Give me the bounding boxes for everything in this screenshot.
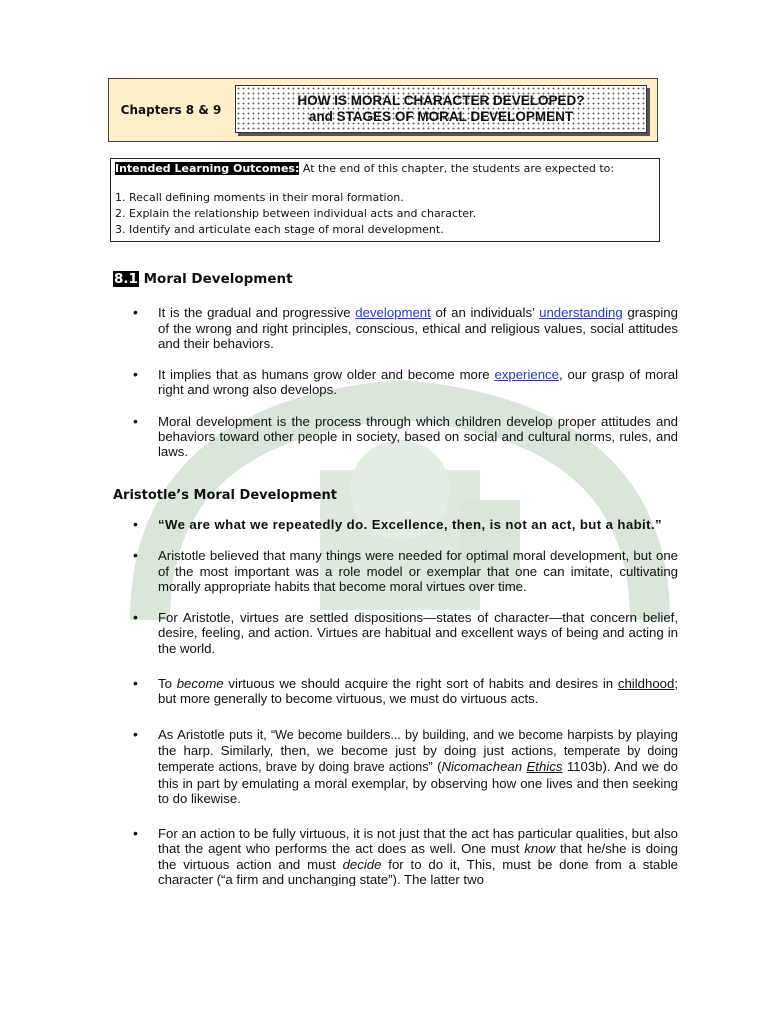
understanding-link[interactable]: understanding (539, 305, 623, 321)
document-body (113, 272, 678, 902)
list-item: • Aristotle believed that many things were needed for optimal moral development, but one of the most important was a role model or exemplar that one can imitate, cultivating morally appropriate habits that become moral virtues over time. (113, 548, 678, 594)
list-item: • It implies that as humans grow older and become more experience, our grasp of moral right and wrong also develops. (113, 367, 678, 398)
development-link[interactable]: development (355, 305, 431, 321)
moral-development-list (113, 305, 678, 459)
chapter-header (108, 78, 658, 142)
experience-link[interactable]: experience (494, 367, 559, 383)
learning-outcomes-box (110, 158, 660, 242)
aristotle-list (113, 517, 678, 886)
outcomes-label: Intended Learning Outcomes: (115, 162, 300, 175)
section-heading-moral-development: 8.1 Moral Development (114, 271, 293, 287)
outcomes-heading (115, 161, 655, 177)
list-item: • As Aristotle puts it, “We become builders... by building, and we become harpists by playing the harp. Similarly, then, we become just by doing just actions, temperate by doing temperate actions, brave by doing brave actions” (Nicomachean Ethics 1103b). And we do this in part by emulating a moral exemplar, by observing how one lives and then seeking to do likewise. (113, 727, 678, 806)
list-item: • To become virtuous we should acquire the right sort of habits and desires in childhood; but more generally to become virtuous, we must do virtuous acts. (113, 676, 678, 707)
outcome-item-2: 2. Explain the relationship between individual acts and character. (115, 207, 477, 220)
list-item: • For an action to be fully virtuous, it is not just that the act has particular qualities, but also that the agent who performs the act does as well. One must know that he/she is doing the virtuous action and must decide for to do it, This, must be done from a stable character (“a firm and unchanging state”). The latter two (113, 826, 678, 886)
list-item: • It is the gradual and progressive development of an individuals’ understanding grasping of the wrong and right principles, conscious, ethical and religious values, social attitudes and their behaviors. (113, 305, 678, 351)
outcome-item-3: 3. Identify and articulate each stage of moral development. (115, 223, 444, 236)
list-item (113, 517, 678, 532)
chapter-title-line1: HOW IS MORAL CHARACTER DEVELOPED? (297, 93, 585, 108)
outcome-item-1: 1. Recall defining moments in their moral formation. (115, 191, 404, 204)
chapters-label: Chapters 8 & 9 (120, 103, 222, 117)
aristotle-quote: “We are what we repeatedly do. Excellence, then, is not an act, but a habit.” (158, 516, 662, 532)
section-heading-aristotle: Aristotle’s Moral Development (113, 487, 337, 503)
section-number: 8.1 (114, 271, 138, 287)
chapter-title-box (235, 85, 647, 133)
list-item: • For Aristotle, virtues are settled dispositions—states of character—that concern belief, desire, feeling, and action. Virtues are habitual and excellent ways of being and acting in the world. (113, 610, 678, 656)
list-item: • Moral development is the process through which children develop proper attitudes and behaviors toward other people in society, based on social and cultural norms, rules, and laws. (113, 414, 678, 460)
outcomes-intro: At the end of this chapter, the students are expected to: (299, 162, 615, 175)
chapter-title-line2: and STAGES OF MORAL DEVELOPMENT (308, 109, 574, 124)
